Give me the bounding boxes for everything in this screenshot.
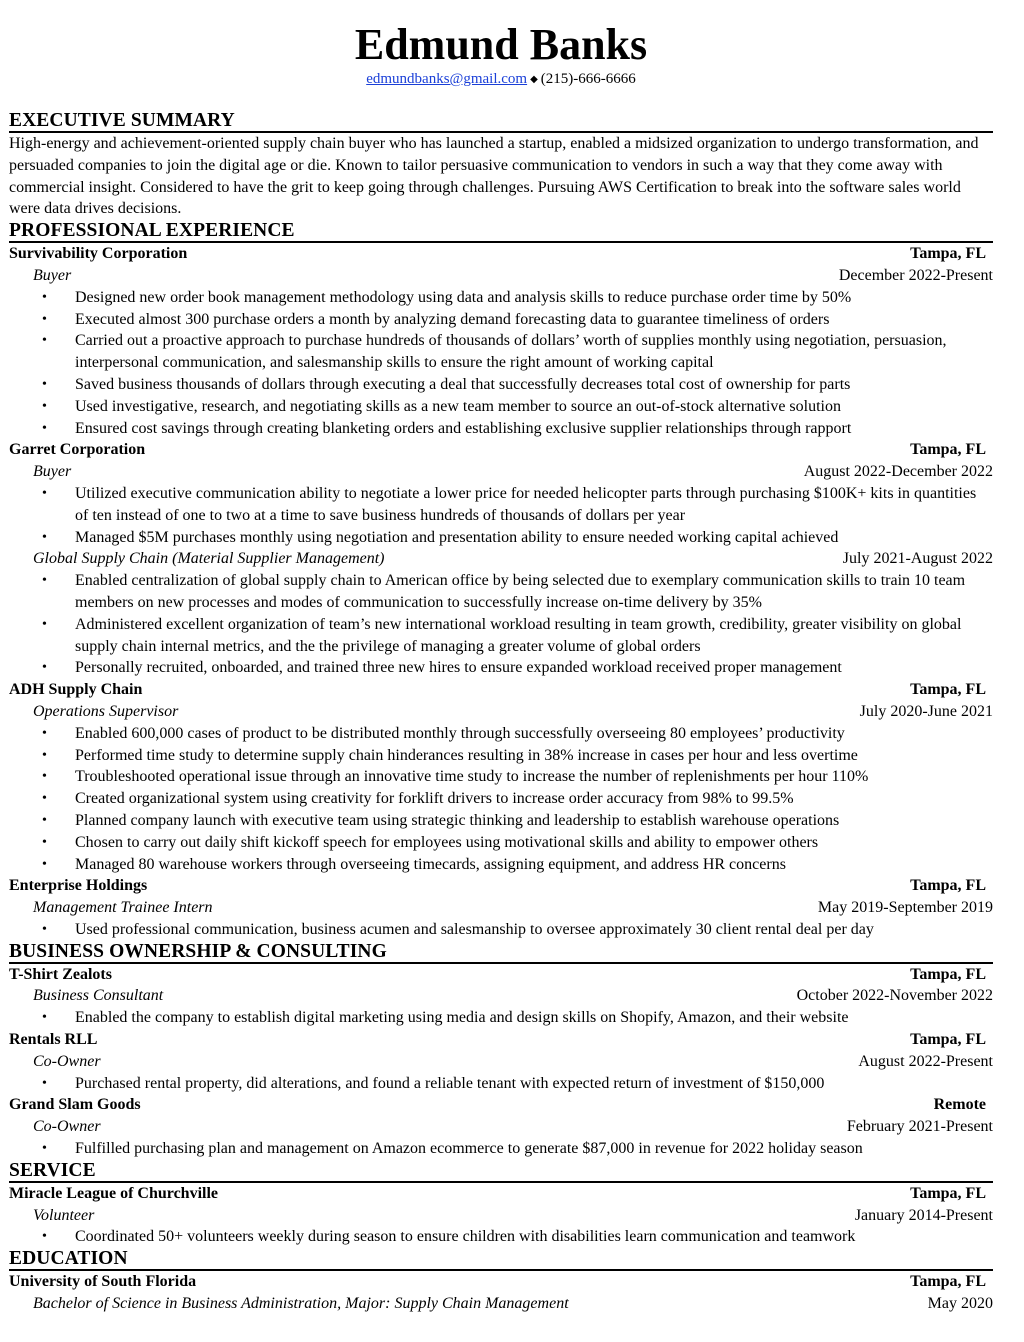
role-dates: May 2019-September 2019 — [817, 899, 993, 917]
role-header — [9, 701, 993, 723]
bullet-item: • Planned company launch with executive team using strategic thinking and leadership to establish warehouse operations — [9, 810, 993, 832]
org-name: Survivability Corporation — [9, 245, 188, 263]
bullet-item: • Used professional communication, business acumen and salesmanship to oversee approximately 30 client rental deal per day — [9, 919, 993, 941]
bullet-item: • Administered excellent organization of team’s new international workload resulting in team growth, credibility, greater visibility on global supply chain internal metrics, and the the privilege of managing a greater volume of global orders — [9, 614, 993, 658]
org-header — [9, 1271, 993, 1293]
bullet-item: • Utilized executive communication ability to negotiate a lower price for needed helicopter parts through purchasing $100K+ kits in quantities of ten instead of one to two at a time to save business hundreds of thousands of dollars per year — [9, 483, 993, 527]
section-title-summary: EXECUTIVE SUMMARY — [9, 110, 993, 133]
role-title: Buyer — [33, 266, 72, 284]
org-location: Tampa, FL — [910, 1184, 986, 1202]
org-location: Tampa, FL — [910, 965, 986, 983]
org-name: Enterprise Holdings — [9, 877, 148, 895]
service-list — [9, 1183, 993, 1248]
bullet-item: • Managed $5M purchases monthly using negotiation and presentation ability to ensure needed working capital achieved — [9, 527, 993, 549]
bullet-list — [9, 1138, 993, 1160]
role-header — [9, 1116, 993, 1138]
bullet-item: • Designed new order book management methodology using data and analysis skills to reduce purchase order time by 50% — [9, 287, 993, 309]
org-header — [9, 1183, 993, 1205]
org-location: Tampa, FL — [910, 245, 986, 263]
bullet-item: • Executed almost 300 purchase orders a month by analyzing demand forecasting data to guarantee timeliness of orders — [9, 309, 993, 331]
org-header — [9, 243, 993, 265]
role-title: Co-Owner — [33, 1052, 101, 1070]
section-title-experience: PROFESSIONAL EXPERIENCE — [9, 220, 993, 243]
education-list — [9, 1271, 993, 1315]
org-header — [9, 964, 993, 986]
role-dates: July 2021-August 2022 — [842, 550, 993, 568]
role-header — [9, 461, 993, 483]
bullet-list — [9, 1007, 993, 1029]
org-name: Grand Slam Goods — [9, 1096, 141, 1114]
role-title: Bachelor of Science in Business Administration, Major: Supply Chain Management — [33, 1295, 569, 1313]
bullet-list — [9, 723, 993, 876]
business-list — [9, 964, 993, 1160]
bullet-item: • Personally recruited, onboarded, and trained three new hires to ensure expanded workload received proper management — [9, 657, 993, 679]
org-header — [9, 1029, 993, 1051]
experience-list — [9, 243, 993, 941]
org-location: Tampa, FL — [910, 1273, 986, 1291]
role-title: Buyer — [33, 463, 72, 481]
section-title-business: BUSINESS OWNERSHIP & CONSULTING — [9, 941, 993, 964]
resume-page — [9, 0, 993, 1315]
role-dates: August 2022-Present — [858, 1052, 993, 1070]
role-dates: August 2022-December 2022 — [803, 463, 993, 481]
org-name: ADH Supply Chain — [9, 681, 143, 699]
bullet-list — [9, 483, 993, 548]
org-header — [9, 439, 993, 461]
org-location: Remote — [933, 1096, 986, 1114]
org-header — [9, 1094, 993, 1116]
bullet-list — [9, 919, 993, 941]
role-header — [9, 985, 993, 1007]
phone-number: (215)-666-6666 — [540, 71, 636, 87]
bullet-item: • Created organizational system using creativity for forklift drivers to increase order accuracy from 98% to 99.5% — [9, 788, 993, 810]
role-title: Management Trainee Intern — [33, 899, 213, 917]
org-location: Tampa, FL — [910, 681, 986, 699]
role-header — [9, 1293, 993, 1315]
bullet-list — [9, 287, 993, 440]
org-location: Tampa, FL — [910, 877, 986, 895]
bullet-item: • Enabled the company to establish digital marketing using media and design skills on Shopify, Amazon, and their website — [9, 1007, 993, 1029]
org-header — [9, 875, 993, 897]
role-dates: May 2020 — [927, 1295, 993, 1313]
bullet-item: • Troubleshooted operational issue through an innovative time study to increase the number of replenishments per hour 110% — [9, 766, 993, 788]
candidate-name: Edmund Banks — [354, 20, 648, 69]
org-name: Garret Corporation — [9, 441, 146, 459]
section-title-education: EDUCATION — [9, 1248, 993, 1271]
role-header — [9, 897, 993, 919]
email-link[interactable]: edmundbanks@gmail.com — [366, 71, 528, 87]
bullet-item: • Used investigative, research, and negotiating skills as a new team member to source an out-of-stock alternative solution — [9, 396, 993, 418]
bullet-item: • Saved business thousands of dollars through executing a deal that successfully decreases total cost of ownership for parts — [9, 374, 993, 396]
org-name: University of South Florida — [9, 1273, 197, 1291]
bullet-item: • Fulfilled purchasing plan and management on Amazon ecommerce to generate $87,000 in revenue for 2022 holiday season — [9, 1138, 993, 1160]
bullet-item: • Ensured cost savings through creating blanketing orders and establishing exclusive supplier relationships through rapport — [9, 418, 993, 440]
role-dates: July 2020-June 2021 — [859, 702, 993, 720]
org-name: Rentals RLL — [9, 1031, 98, 1049]
org-header — [9, 679, 993, 701]
bullet-list — [9, 1226, 993, 1248]
role-title: Global Supply Chain (Material Supplier Management) — [33, 550, 385, 568]
role-title: Co-Owner — [33, 1118, 101, 1136]
bullet-item: • Purchased rental property, did alterations, and found a reliable tenant with expected return of investment of $150,000 — [9, 1073, 993, 1095]
role-dates: February 2021-Present — [846, 1118, 993, 1136]
role-title: Volunteer — [33, 1206, 95, 1224]
bullet-list — [9, 570, 993, 679]
org-location: Tampa, FL — [910, 1031, 986, 1049]
org-name: T-Shirt Zealots — [9, 965, 112, 983]
role-header — [9, 548, 993, 570]
bullet-list — [9, 1073, 993, 1095]
role-dates: January 2014-Present — [854, 1206, 993, 1224]
role-dates: October 2022-November 2022 — [796, 987, 993, 1005]
bullet-item: • Carried out a proactive approach to purchase hundreds of thousands of dollars’ worth of supplies monthly using negotiation, persuasion, interpersonal communication, and salesmanship skills to ensure the right amount of working capital — [9, 330, 993, 374]
role-header — [9, 1205, 993, 1227]
role-header — [9, 265, 993, 287]
section-title-service: SERVICE — [9, 1160, 993, 1183]
bullet-item: • Enabled 600,000 cases of product to be distributed monthly through successfully overseeing 80 employees’ productivity — [9, 723, 993, 745]
role-title: Business Consultant — [33, 987, 164, 1005]
summary-text: High-energy and achievement-oriented supply chain buyer who has launched a startup, enabled a midsized organization to undergo transformation, and persuaded companies to join the digital age or die. Known to tailor persuasive communication to vendors in such a way that they come away with commercial insight. Considered to have the grit to keep going through challenges. Pursuing AWS Certification to break into the software sales world were data drives decisions. — [9, 135, 979, 218]
bullet-item: • Chosen to carry out daily shift kickoff speech for employees using motivational skills and ability to empower others — [9, 832, 993, 854]
contact-line — [9, 70, 993, 89]
role-dates: December 2022-Present — [838, 266, 993, 284]
org-location: Tampa, FL — [910, 441, 986, 459]
role-title: Operations Supervisor — [33, 702, 179, 720]
role-header — [9, 1051, 993, 1073]
contact-separator: ◆ — [530, 74, 538, 85]
bullet-item: • Coordinated 50+ volunteers weekly during season to ensure children with disabilities learn communication and teamwork — [9, 1226, 993, 1248]
bullet-item: • Enabled centralization of global supply chain to American office by being selected due to exemplary communication skills to train 10 team members on new processes and modes of communication to successfully increase on-time delivery by 35% — [9, 570, 993, 614]
org-name: Miracle League of Churchville — [9, 1184, 218, 1202]
bullet-item: • Managed 80 warehouse workers through overseeing timecards, assigning equipment, and address HR concerns — [9, 854, 993, 876]
bullet-item: • Performed time study to determine supply chain hinderances resulting in 38% increase in cases per hour and less overtime — [9, 745, 993, 767]
